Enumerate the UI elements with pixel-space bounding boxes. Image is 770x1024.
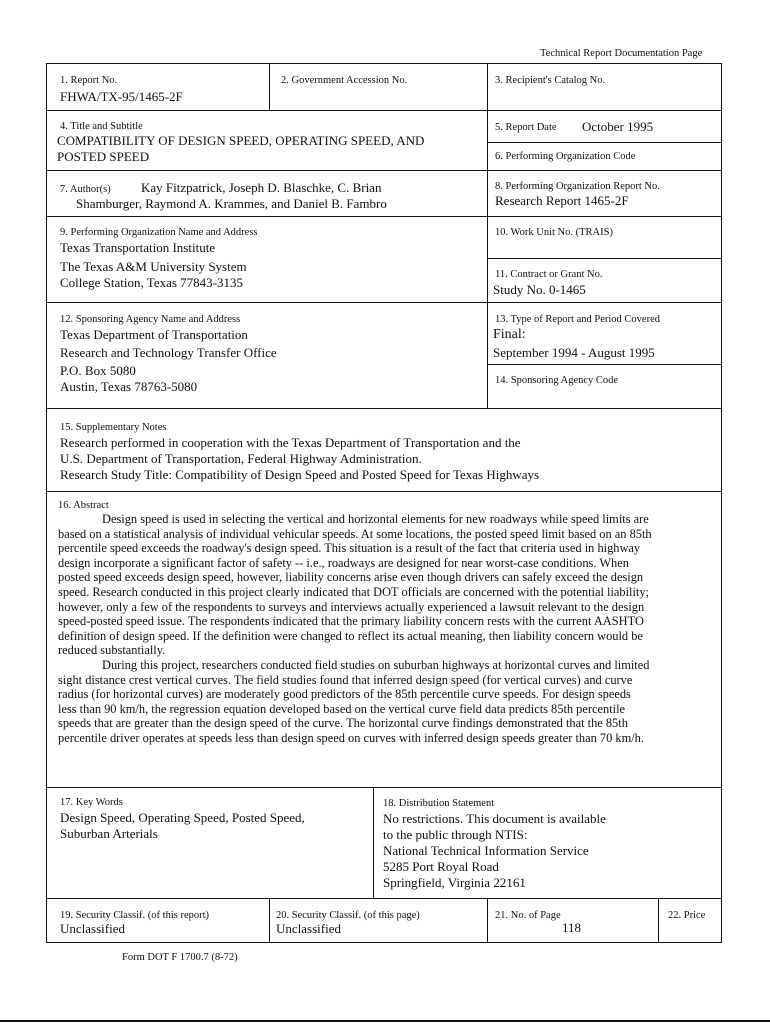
address-line: The Texas A&M University System (60, 259, 247, 274)
divider (487, 258, 722, 259)
note-line: U.S. Department of Transportation, Federal Highway Administration. (60, 451, 422, 466)
page-bottom-rule (0, 1020, 770, 1022)
address-line: College Station, Texas 77843-3135 (60, 275, 243, 290)
report-type-label: 13. Type of Report and Period Covered (495, 314, 660, 325)
perf-org-report-label: 8. Performing Organization Report No. (495, 181, 660, 192)
report-type-line: Final: (493, 327, 526, 342)
title-value (57, 133, 424, 165)
divider (487, 364, 722, 365)
divider (487, 142, 722, 143)
pages-value: 118 (562, 920, 582, 935)
distribution-line: No restrictions. This document is available (383, 811, 606, 826)
report-type-value (493, 327, 655, 361)
divider (46, 491, 722, 492)
divider (46, 408, 722, 409)
security-page-label: 20. Security Classif. (of this page) (276, 910, 420, 921)
key-words-label: 17. Key Words (60, 797, 123, 808)
abstract-line: speed-posted speed issue. The respondents indicated that the primary liability concern rests with the current AASHTO (58, 614, 644, 629)
divider (658, 898, 659, 943)
note-line: Research Study Title: Compatibility of Design Speed and Posted Speed for Texas Highways (60, 467, 540, 482)
pages-label: 21. No. of Page (495, 910, 561, 921)
divider (269, 63, 270, 110)
perf-org-report-value: Research Report 1465-2F (495, 193, 629, 208)
abstract-line: speed. Research conducted in this project clearly indicated that DOT officials are concerned with the potential liability; (58, 584, 649, 599)
abstract-line: speeds that are greater than the design speed of the curve. The horizontal curve findings demonstrated that the 85th (58, 716, 628, 731)
supplementary-notes (60, 435, 539, 483)
sponsor-address (60, 327, 277, 395)
report-date-label: 5. Report Date (495, 122, 557, 133)
divider (46, 170, 722, 171)
note-line: Research performed in cooperation with the Texas Department of Transportation and the (60, 435, 521, 450)
divider (46, 787, 722, 788)
security-report-label: 19. Security Classif. (of this report) (60, 910, 210, 921)
key-words-line: Design Speed, Operating Speed, Posted Speed, (60, 810, 305, 825)
report-no-value: FHWA/TX-95/1465-2F (60, 89, 183, 104)
address-line: Texas Transportation Institute (60, 240, 216, 255)
authors-line: Kay Fitzpatrick, Joseph D. Blaschke, C. Brian (141, 180, 382, 195)
abstract-line: less than 90 km/h, the regression equation developed based on the vertical curve field data predicts 85th percentile (58, 701, 626, 716)
security-page-value: Unclassified (276, 921, 341, 936)
divider (46, 110, 722, 111)
report-date-value: October 1995 (582, 119, 654, 134)
abstract-line: definition of design speed. If the definition were changed to reflect its actual meaning, then liability concern would be (58, 628, 643, 643)
abstract-text (58, 512, 718, 746)
contract-value: Study No. 0-1465 (493, 282, 586, 297)
divider (46, 898, 722, 899)
abstract-label: 16. Abstract (58, 500, 109, 511)
perf-org-code-label: 6. Performing Organization Code (495, 151, 636, 162)
abstract-line: Design speed is used in selecting the vertical and horizontal elements for new roadways while speed limits are (102, 512, 649, 526)
perf-org-address (60, 240, 247, 291)
price-label: 22. Price (668, 910, 706, 921)
divider (373, 787, 374, 898)
divider (46, 302, 722, 303)
distribution-statement (383, 811, 606, 891)
distribution-line: 5285 Port Royal Road (383, 859, 499, 874)
page-header-title: Technical Report Documentation Page (540, 48, 703, 59)
address-line: Research and Technology Transfer Office (60, 345, 277, 360)
divider (487, 63, 488, 408)
address-line: Texas Department of Transportation (60, 327, 248, 342)
abstract-line: based on a statistical analysis of individual vehicular speeds. At some locations, the posted speed limit based on an 85th (58, 526, 652, 541)
distribution-label: 18. Distribution Statement (383, 798, 495, 809)
key-words (60, 810, 305, 842)
abstract-line: design incorporate a significant factor of safety -- i.e., roadways are designed for near worst-case conditions. When (58, 555, 629, 570)
recipient-catalog-label: 3. Recipient's Catalog No. (495, 75, 606, 86)
abstract-line: posted speed exceeds design speed, however, liability concerns arise even though drivers can safely exceed the design (58, 570, 644, 585)
work-unit-label: 10. Work Unit No. (TRAIS) (495, 227, 613, 238)
abstract-line: percentile driver operates at speeds less than design speed on curves with inferred design speeds greater than 70 km/h. (58, 730, 644, 745)
form-number: Form DOT F 1700.7 (8-72) (122, 952, 238, 963)
distribution-line: Springfield, Virginia 22161 (383, 875, 526, 890)
distribution-line: National Technical Information Service (383, 843, 589, 858)
gov-accession-label: 2. Government Accession No. (281, 75, 408, 86)
divider (269, 898, 270, 943)
key-words-line: Suburban Arterials (60, 826, 158, 841)
abstract-line: percentile speed exceeds the roadway's design speed. This situation is a result of the fact that criteria used in highway (58, 541, 641, 556)
divider (487, 898, 488, 943)
report-no-label: 1. Report No. (60, 75, 118, 86)
title-label: 4. Title and Subtitle (60, 121, 143, 132)
sponsor-label: 12. Sponsoring Agency Name and Address (60, 314, 241, 325)
report-type-line: September 1994 - August 1995 (493, 345, 655, 360)
contract-label: 11. Contract or Grant No. (495, 269, 603, 280)
address-line: P.O. Box 5080 (60, 363, 136, 378)
address-line: Austin, Texas 78763-5080 (60, 379, 198, 394)
authors-label: 7. Author(s) (60, 184, 111, 195)
abstract-line: sight distance crest vertical curves. The field studies found that inferred design speed (for vertical curves) and curve (58, 672, 633, 687)
title-line: POSTED SPEED (57, 149, 150, 164)
distribution-line: to the public through NTIS: (383, 827, 528, 842)
divider (46, 216, 722, 217)
abstract-line: however, only a few of the respondents to surveys and interviews actually experienced a lawsuit relevant to the design (58, 599, 645, 614)
perf-org-label: 9. Performing Organization Name and Address (60, 227, 258, 238)
abstract-line: radius (for horizontal curves) are moderately good predictors of the 85th percentile curve speeds. For design speeds (58, 687, 631, 702)
security-report-value: Unclassified (60, 921, 125, 936)
abstract-line: During this project, researchers conducted field studies on suburban highways at horizontal curves and limited (102, 657, 650, 672)
abstract-line: reduced substantially. (58, 643, 166, 658)
sponsor-code-label: 14. Sponsoring Agency Code (495, 375, 619, 386)
title-line: COMPATIBILITY OF DESIGN SPEED, OPERATING SPEED, AND (57, 133, 425, 148)
authors-line: Shamburger, Raymond A. Krammes, and Daniel B. Fambro (76, 196, 387, 211)
supplementary-notes-label: 15. Supplementary Notes (60, 422, 167, 433)
